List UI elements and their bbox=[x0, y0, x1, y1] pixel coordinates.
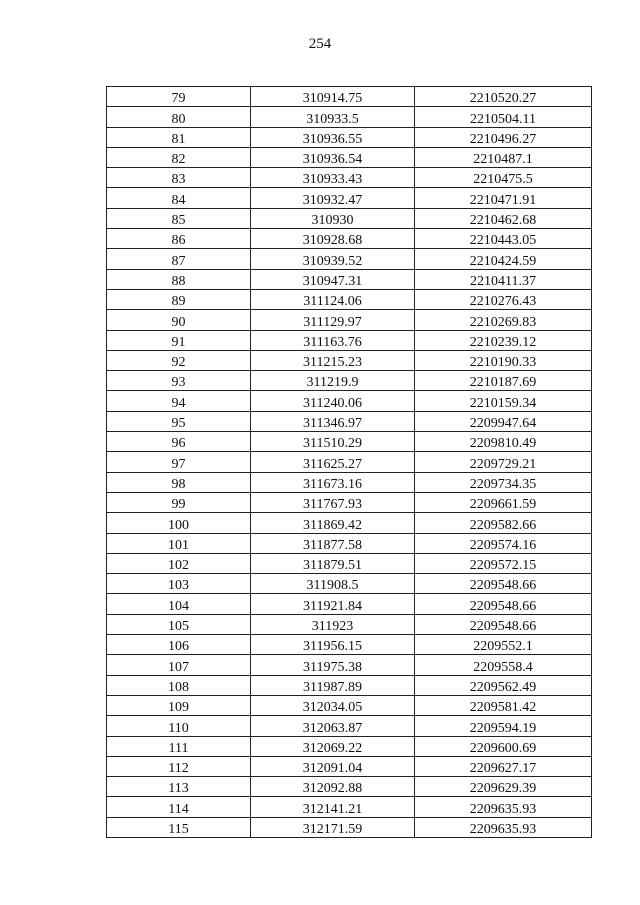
x-coordinate-cell: 312141.21 bbox=[251, 797, 415, 817]
point-number-cell: 109 bbox=[107, 695, 251, 715]
table-row bbox=[107, 452, 592, 472]
x-coordinate-cell: 312092.88 bbox=[251, 777, 415, 797]
y-coordinate-cell: 2209594.19 bbox=[415, 716, 592, 736]
table-row bbox=[107, 168, 592, 188]
table-row bbox=[107, 411, 592, 431]
table-row bbox=[107, 107, 592, 127]
table-row bbox=[107, 695, 592, 715]
table-row bbox=[107, 188, 592, 208]
y-coordinate-cell: 2210462.68 bbox=[415, 208, 592, 228]
table-row bbox=[107, 432, 592, 452]
y-coordinate-cell: 2209810.49 bbox=[415, 432, 592, 452]
x-coordinate-cell: 311625.27 bbox=[251, 452, 415, 472]
x-coordinate-cell: 310947.31 bbox=[251, 269, 415, 289]
table-row bbox=[107, 330, 592, 350]
table-row bbox=[107, 208, 592, 228]
y-coordinate-cell: 2209734.35 bbox=[415, 472, 592, 492]
table-row bbox=[107, 127, 592, 147]
y-coordinate-cell: 2209600.69 bbox=[415, 736, 592, 756]
x-coordinate-cell: 310936.55 bbox=[251, 127, 415, 147]
x-coordinate-cell: 311129.97 bbox=[251, 310, 415, 330]
x-coordinate-cell: 311215.23 bbox=[251, 350, 415, 370]
y-coordinate-cell: 2209552.1 bbox=[415, 635, 592, 655]
table-row bbox=[107, 310, 592, 330]
point-number-cell: 99 bbox=[107, 492, 251, 512]
y-coordinate-cell: 2210475.5 bbox=[415, 168, 592, 188]
table-row bbox=[107, 492, 592, 512]
point-number-cell: 94 bbox=[107, 391, 251, 411]
point-number-cell: 105 bbox=[107, 614, 251, 634]
x-coordinate-cell: 310932.47 bbox=[251, 188, 415, 208]
x-coordinate-cell: 310936.54 bbox=[251, 147, 415, 167]
y-coordinate-cell: 2210190.33 bbox=[415, 350, 592, 370]
point-number-cell: 86 bbox=[107, 229, 251, 249]
x-coordinate-cell: 311923 bbox=[251, 614, 415, 634]
x-coordinate-cell: 310930 bbox=[251, 208, 415, 228]
x-coordinate-cell: 311921.84 bbox=[251, 594, 415, 614]
y-coordinate-cell: 2209574.16 bbox=[415, 533, 592, 553]
table-row bbox=[107, 635, 592, 655]
y-coordinate-cell: 2210187.69 bbox=[415, 371, 592, 391]
y-coordinate-cell: 2210424.59 bbox=[415, 249, 592, 269]
table-row bbox=[107, 472, 592, 492]
table-row bbox=[107, 736, 592, 756]
table-row bbox=[107, 574, 592, 594]
x-coordinate-cell: 311673.16 bbox=[251, 472, 415, 492]
table-row bbox=[107, 716, 592, 736]
point-number-cell: 108 bbox=[107, 675, 251, 695]
x-coordinate-cell: 311879.51 bbox=[251, 553, 415, 573]
y-coordinate-cell: 2209558.4 bbox=[415, 655, 592, 675]
point-number-cell: 81 bbox=[107, 127, 251, 147]
point-number-cell: 96 bbox=[107, 432, 251, 452]
x-coordinate-cell: 311877.58 bbox=[251, 533, 415, 553]
x-coordinate-cell: 312091.04 bbox=[251, 756, 415, 776]
table-row bbox=[107, 777, 592, 797]
x-coordinate-cell: 312063.87 bbox=[251, 716, 415, 736]
table-row bbox=[107, 371, 592, 391]
table-row bbox=[107, 229, 592, 249]
coordinates-table bbox=[106, 86, 592, 838]
y-coordinate-cell: 2209581.42 bbox=[415, 695, 592, 715]
table-row bbox=[107, 249, 592, 269]
point-number-cell: 85 bbox=[107, 208, 251, 228]
y-coordinate-cell: 2210443.05 bbox=[415, 229, 592, 249]
point-number-cell: 111 bbox=[107, 736, 251, 756]
x-coordinate-cell: 312171.59 bbox=[251, 817, 415, 837]
x-coordinate-cell: 311956.15 bbox=[251, 635, 415, 655]
page-number: 254 bbox=[308, 36, 332, 52]
point-number-cell: 79 bbox=[107, 87, 251, 107]
y-coordinate-cell: 2210269.83 bbox=[415, 310, 592, 330]
y-coordinate-cell: 2209548.66 bbox=[415, 594, 592, 614]
y-coordinate-cell: 2210411.37 bbox=[415, 269, 592, 289]
y-coordinate-cell: 2209661.59 bbox=[415, 492, 592, 512]
point-number-cell: 97 bbox=[107, 452, 251, 472]
table-row bbox=[107, 817, 592, 837]
x-coordinate-cell: 311510.29 bbox=[251, 432, 415, 452]
point-number-cell: 113 bbox=[107, 777, 251, 797]
y-coordinate-cell: 2209627.17 bbox=[415, 756, 592, 776]
y-coordinate-cell: 2210159.34 bbox=[415, 391, 592, 411]
x-coordinate-cell: 311346.97 bbox=[251, 411, 415, 431]
y-coordinate-cell: 2210520.27 bbox=[415, 87, 592, 107]
y-coordinate-cell: 2210239.12 bbox=[415, 330, 592, 350]
point-number-cell: 93 bbox=[107, 371, 251, 391]
y-coordinate-cell: 2210487.1 bbox=[415, 147, 592, 167]
point-number-cell: 87 bbox=[107, 249, 251, 269]
table-row bbox=[107, 391, 592, 411]
y-coordinate-cell: 2209572.15 bbox=[415, 553, 592, 573]
table-row bbox=[107, 614, 592, 634]
x-coordinate-cell: 311908.5 bbox=[251, 574, 415, 594]
x-coordinate-cell: 310914.75 bbox=[251, 87, 415, 107]
point-number-cell: 107 bbox=[107, 655, 251, 675]
y-coordinate-cell: 2209947.64 bbox=[415, 411, 592, 431]
y-coordinate-cell: 2209562.49 bbox=[415, 675, 592, 695]
point-number-cell: 98 bbox=[107, 472, 251, 492]
point-number-cell: 91 bbox=[107, 330, 251, 350]
point-number-cell: 104 bbox=[107, 594, 251, 614]
y-coordinate-cell: 2209548.66 bbox=[415, 614, 592, 634]
point-number-cell: 84 bbox=[107, 188, 251, 208]
y-coordinate-cell: 2210276.43 bbox=[415, 289, 592, 309]
point-number-cell: 101 bbox=[107, 533, 251, 553]
table-row bbox=[107, 756, 592, 776]
y-coordinate-cell: 2210504.11 bbox=[415, 107, 592, 127]
point-number-cell: 95 bbox=[107, 411, 251, 431]
table-row bbox=[107, 147, 592, 167]
point-number-cell: 112 bbox=[107, 756, 251, 776]
table-row bbox=[107, 513, 592, 533]
point-number-cell: 106 bbox=[107, 635, 251, 655]
x-coordinate-cell: 311219.9 bbox=[251, 371, 415, 391]
y-coordinate-cell: 2209548.66 bbox=[415, 574, 592, 594]
y-coordinate-cell: 2210471.91 bbox=[415, 188, 592, 208]
x-coordinate-cell: 312069.22 bbox=[251, 736, 415, 756]
point-number-cell: 90 bbox=[107, 310, 251, 330]
y-coordinate-cell: 2209729.21 bbox=[415, 452, 592, 472]
table-row bbox=[107, 533, 592, 553]
x-coordinate-cell: 311240.06 bbox=[251, 391, 415, 411]
x-coordinate-cell: 310933.5 bbox=[251, 107, 415, 127]
x-coordinate-cell: 311767.93 bbox=[251, 492, 415, 512]
point-number-cell: 82 bbox=[107, 147, 251, 167]
point-number-cell: 103 bbox=[107, 574, 251, 594]
table-row bbox=[107, 797, 592, 817]
x-coordinate-cell: 311975.38 bbox=[251, 655, 415, 675]
y-coordinate-cell: 2209635.93 bbox=[415, 817, 592, 837]
point-number-cell: 89 bbox=[107, 289, 251, 309]
x-coordinate-cell: 310933.43 bbox=[251, 168, 415, 188]
y-coordinate-cell: 2209629.39 bbox=[415, 777, 592, 797]
table-row bbox=[107, 594, 592, 614]
x-coordinate-cell: 311124.06 bbox=[251, 289, 415, 309]
table-row bbox=[107, 350, 592, 370]
table-row bbox=[107, 289, 592, 309]
table-row bbox=[107, 269, 592, 289]
point-number-cell: 92 bbox=[107, 350, 251, 370]
point-number-cell: 115 bbox=[107, 817, 251, 837]
x-coordinate-cell: 311163.76 bbox=[251, 330, 415, 350]
point-number-cell: 102 bbox=[107, 553, 251, 573]
y-coordinate-cell: 2209582.66 bbox=[415, 513, 592, 533]
table-row bbox=[107, 675, 592, 695]
point-number-cell: 114 bbox=[107, 797, 251, 817]
table-row bbox=[107, 87, 592, 107]
x-coordinate-cell: 310939.52 bbox=[251, 249, 415, 269]
table-row bbox=[107, 553, 592, 573]
x-coordinate-cell: 311987.89 bbox=[251, 675, 415, 695]
point-number-cell: 100 bbox=[107, 513, 251, 533]
x-coordinate-cell: 312034.05 bbox=[251, 695, 415, 715]
point-number-cell: 83 bbox=[107, 168, 251, 188]
x-coordinate-cell: 311869.42 bbox=[251, 513, 415, 533]
x-coordinate-cell: 310928.68 bbox=[251, 229, 415, 249]
y-coordinate-cell: 2209635.93 bbox=[415, 797, 592, 817]
point-number-cell: 88 bbox=[107, 269, 251, 289]
point-number-cell: 80 bbox=[107, 107, 251, 127]
table-row bbox=[107, 655, 592, 675]
point-number-cell: 110 bbox=[107, 716, 251, 736]
coordinates-table-body bbox=[107, 87, 592, 838]
y-coordinate-cell: 2210496.27 bbox=[415, 127, 592, 147]
